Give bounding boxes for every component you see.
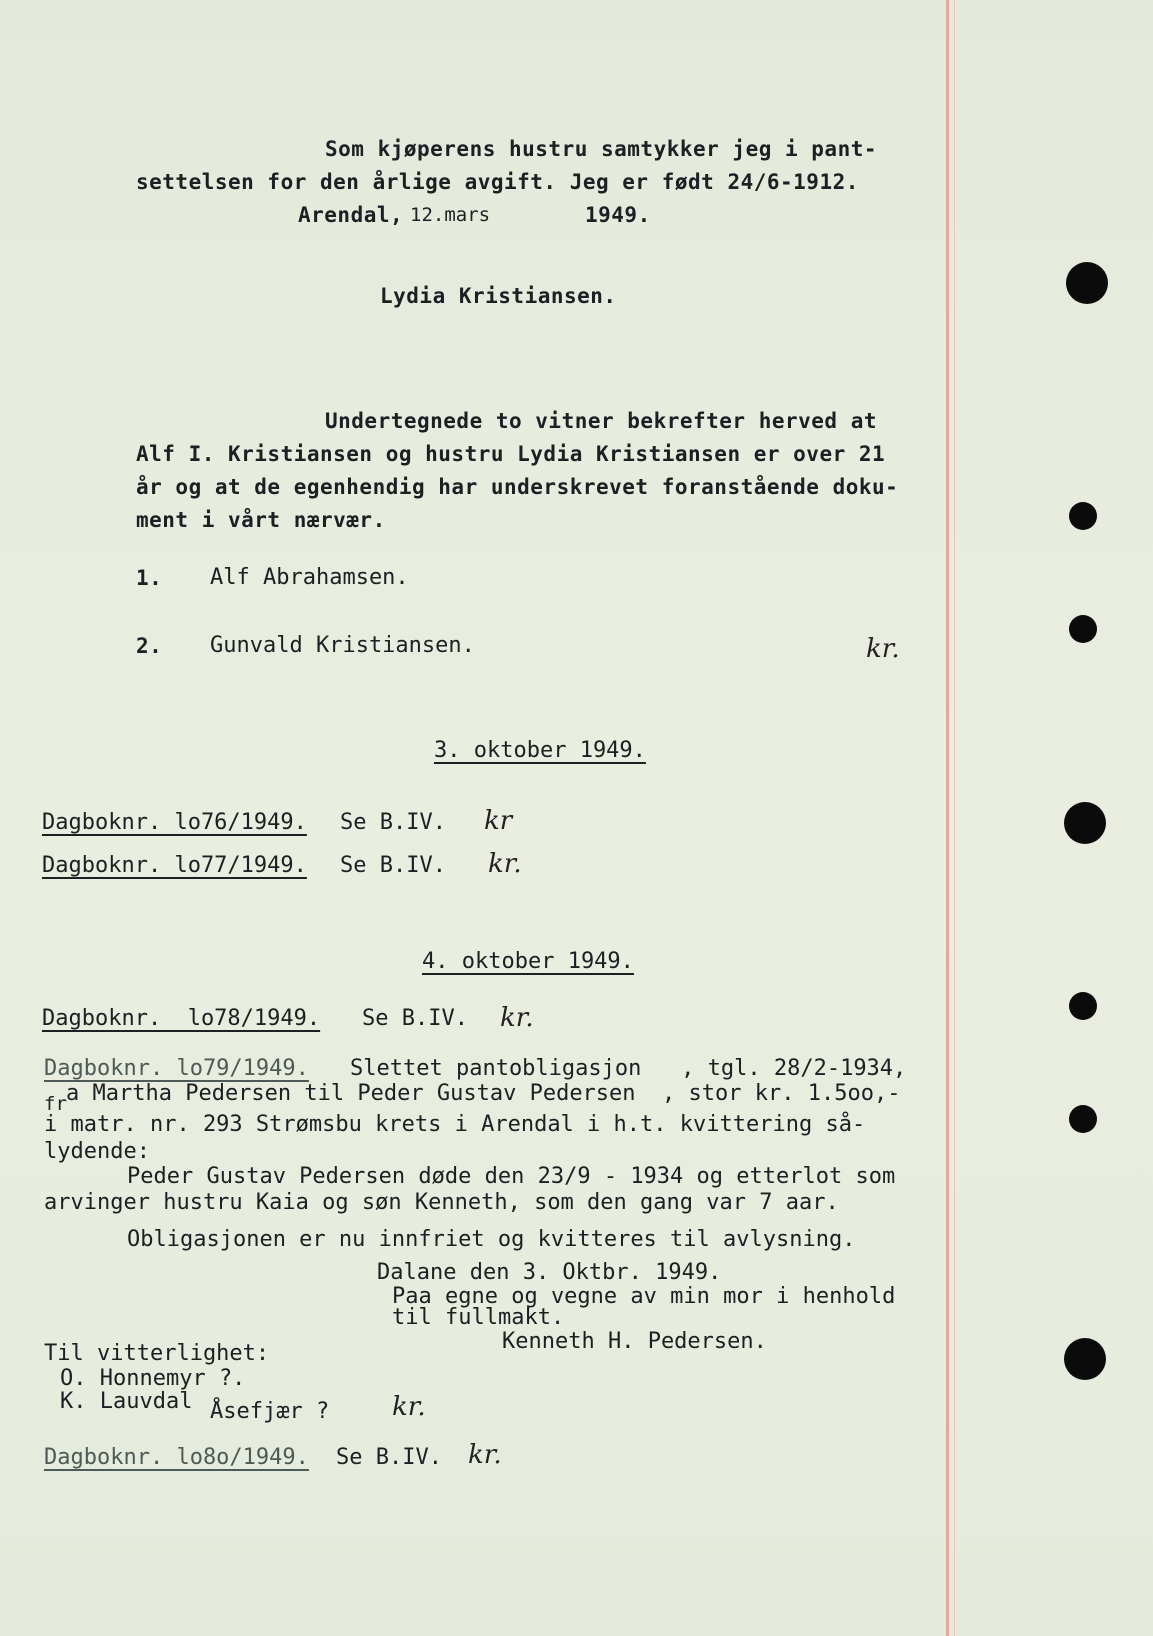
entry-text: Kenneth H. Pedersen. xyxy=(502,1329,767,1354)
witness-statement-line-4: ment i vårt nærvær. xyxy=(136,508,386,532)
witness-number: 1. xyxy=(136,566,163,590)
consent-line-1: Som kjøperens hustru samtykker jeg i pant- xyxy=(325,137,878,161)
dagbok-number: Dagboknr. lo8o/1949. xyxy=(44,1445,309,1470)
date-heading: 3. oktober 1949. xyxy=(434,738,646,763)
dagbok-number: Dagboknr. lo76/1949. xyxy=(42,810,307,835)
witness-name: K. Lauvdal xyxy=(60,1389,193,1414)
dagbok-number: Dagboknr. lo77/1949. xyxy=(42,853,307,878)
entry-text: lydende: xyxy=(44,1139,150,1164)
dagbok-number: Dagboknr. lo78/1949. xyxy=(42,1006,321,1031)
witness-label: Til vitterlighet: xyxy=(44,1341,270,1366)
punch-hole xyxy=(1069,502,1097,530)
date-heading: 4. oktober 1949. xyxy=(422,949,634,974)
handwritten-initials: kr xyxy=(484,806,513,836)
handwritten-initials: kr. xyxy=(392,1392,426,1422)
entry-reference: Se B.IV. xyxy=(336,1445,442,1470)
consent-line-2: settelsen for den årlige avgift. Jeg er født 24/6-1912. xyxy=(136,170,859,194)
handwritten-initials: kr. xyxy=(500,1003,534,1033)
entry-text: a Martha Pedersen til Peder Gustav Pedersen , stor kr. 1.5oo,- xyxy=(66,1081,901,1106)
witness-name: Gunvald Kristiansen. xyxy=(210,633,475,658)
entry-reference: Se B.IV. xyxy=(362,1006,468,1031)
punch-hole xyxy=(1069,1105,1097,1133)
consent-signature: Lydia Kristiansen. xyxy=(380,284,617,308)
margin-rule-secondary xyxy=(954,0,955,1636)
entry-text: fr xyxy=(44,1093,67,1115)
witness-name: Åsefjær ? xyxy=(210,1399,330,1424)
witness-statement-line-3: år og at de egenhendig har underskrevet foranstående doku- xyxy=(136,475,899,499)
punch-hole xyxy=(1066,262,1108,304)
handwritten-initials: kr. xyxy=(488,849,522,879)
punch-hole xyxy=(1069,615,1097,643)
handwritten-initials: kr. xyxy=(866,634,900,664)
witness-name: O. Honnemyr ?. xyxy=(60,1366,246,1391)
consent-place: Arendal, xyxy=(298,203,404,227)
handwritten-initials: kr. xyxy=(468,1440,502,1470)
entry-text: i matr. nr. 293 Strømsbu krets i Arendal i h.t. kvittering så- xyxy=(44,1112,866,1137)
entry-text: Peder Gustav Pedersen døde den 23/9 - 1934 og etterlot som xyxy=(127,1164,896,1189)
entry-text: Paa egne og vegne av min mor i henhold xyxy=(392,1284,896,1309)
entry-text: til fullmakt. xyxy=(392,1305,565,1330)
entry-text: arvinger hustru Kaia og søn Kenneth, som den gang var 7 aar. xyxy=(44,1190,839,1215)
consent-date: 12.mars xyxy=(410,204,491,226)
witness-name: Alf Abrahamsen. xyxy=(210,565,409,590)
entry-reference: Se B.IV. xyxy=(340,853,446,878)
punch-hole xyxy=(1064,1338,1106,1380)
margin-rule xyxy=(946,0,949,1636)
witness-number: 2. xyxy=(136,634,163,658)
punch-hole xyxy=(1064,802,1106,844)
entry-text: Obligasjonen er nu innfriet og kvitteres til avlysning. xyxy=(127,1227,856,1252)
consent-year: 1949. xyxy=(585,203,651,227)
entry-reference: Se B.IV. xyxy=(340,810,446,835)
witness-statement-line-2: Alf I. Kristiansen og hustru Lydia Kristiansen er over 21 xyxy=(136,442,886,466)
entry-text: Dalane den 3. Oktbr. 1949. xyxy=(377,1260,722,1285)
punch-hole xyxy=(1069,992,1097,1020)
witness-statement-line-1: Undertegnede to vitner bekrefter herved at xyxy=(325,409,878,433)
dagbok-number: Dagboknr. lo79/1949. xyxy=(44,1056,309,1081)
entry-text: Slettet pantobligasjon , tgl. 28/2-1934, xyxy=(350,1056,907,1081)
